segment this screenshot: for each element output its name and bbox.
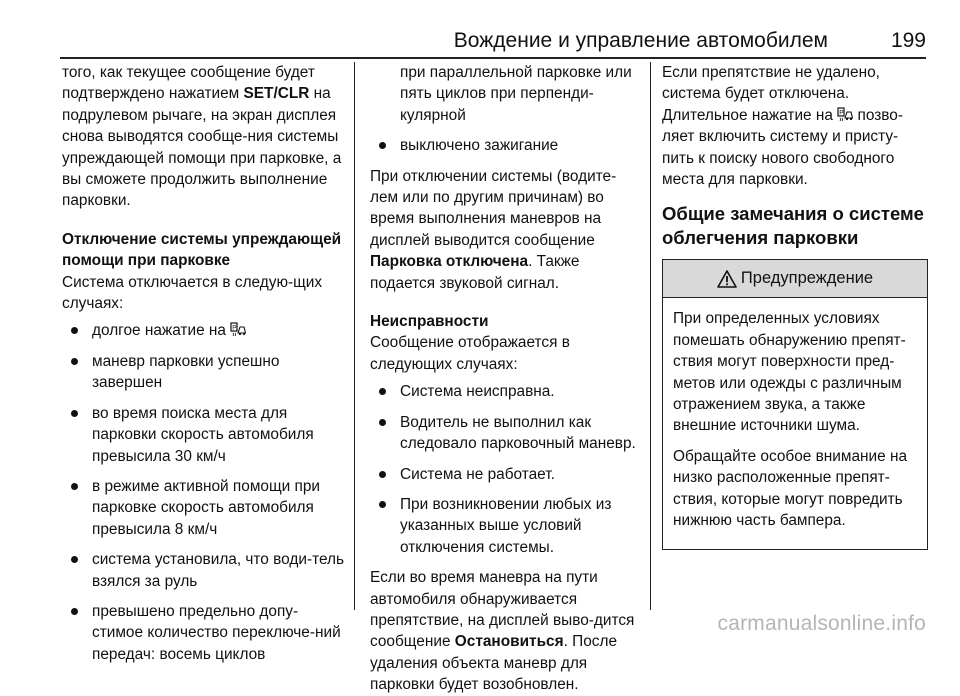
header-divider <box>60 57 926 59</box>
svg-text:P: P <box>839 109 844 117</box>
list-item <box>62 403 344 467</box>
bullet-dot <box>379 501 386 508</box>
warning-box <box>662 259 928 549</box>
intro-text: того, как текущее сообщение будет подтверждено нажатием <box>62 64 315 103</box>
list-item <box>62 320 344 341</box>
message-stop: Остановиться <box>454 633 564 651</box>
page-number: 199 <box>890 29 926 52</box>
list-item <box>62 549 344 592</box>
list-item-text: Водитель не выполнил как следовало парковочный маневр. <box>400 413 636 453</box>
list-item-text: маневр парковки успешно завершен <box>92 352 280 392</box>
list-item-text: выключено зажигание <box>400 137 559 155</box>
paragraph-text-rest: . Также подается звуковой сигнал. <box>370 253 580 292</box>
paragraph-text-rest: . После удаления объекта маневр для парковки будет возобновлен. <box>370 633 618 694</box>
list-item-text: превышено предельно допу-стимое количество переключе-ний передач: восемь циклов <box>92 602 341 663</box>
ignition-list <box>370 135 640 156</box>
svg-text:P: P <box>232 325 237 333</box>
faults-list <box>370 381 640 558</box>
column-divider-2 <box>650 62 651 610</box>
bullet-dot <box>71 327 78 334</box>
list-item <box>62 476 344 540</box>
list-item <box>370 412 640 455</box>
list-continuation: при параллельной парковке или пять циклов при перпенди-кулярной <box>400 64 632 124</box>
bullet-dot <box>379 419 386 426</box>
set-clr-label: SET/CLR <box>243 85 310 103</box>
list-item-text: Система неисправна. <box>400 383 555 401</box>
obstacle-not-removed: Если препятствие не удалено, система будет отключена. <box>662 64 880 103</box>
bullet-dot <box>379 471 386 478</box>
bullet-dot <box>379 388 386 395</box>
list-item <box>62 601 344 665</box>
list-item-text: в режиме активной помощи при парковке скорость автомобиля превысила 8 км/ч <box>92 477 320 538</box>
warning-text-2: Обращайте особое внимание на низко расположенные препят-ствия, которые могут повредить нижнюю часть бампера. <box>673 447 908 530</box>
watermark: carmanualsonline.info <box>717 612 926 635</box>
chapter-title: Вождение и управление автомобилем <box>453 29 828 52</box>
section-heading-disable: Отключение системы упреждающей помощи при парковке <box>62 230 342 270</box>
list-item <box>370 464 640 485</box>
disable-message-paragraph <box>370 166 640 294</box>
parking-assist-icon <box>837 107 853 121</box>
list-item <box>370 381 640 402</box>
list-item-text: Система не работает. <box>400 465 555 483</box>
list-item-text: во время поиска места для парковки скорость автомобиля превысила 30 км/ч <box>92 404 314 465</box>
warning-title: Предупреждение <box>740 269 874 288</box>
paragraph-text: При отключении системы (водите-лем или по другим причинам) во время выполнения маневров на дисплей выводится сообщение <box>370 167 617 249</box>
bullet-dot <box>71 483 78 490</box>
faults-lead: Сообщение отображается в следующих случаях: <box>370 334 570 373</box>
restart-paragraph <box>662 105 928 191</box>
intro-text-rest: на подрулевом рычаге, на экран дисплея снова выводятся сообще-ния системы упреждающей помощи при парковке, а вы сможете продолжить выполнение парковки. <box>62 85 342 210</box>
message-parking-off: Парковка отключена <box>370 253 529 271</box>
bullet-dot <box>71 410 78 417</box>
list-item-text: долгое нажатие на <box>92 322 226 340</box>
list-item-text: система установила, что води-тель взялся за руль <box>92 551 344 590</box>
warning-text-1: При определенных условиях помешать обнаружению препят-ствия могут поверхности пред-метов или одежды с различным отражением звука, а также внешние источники шума. <box>673 310 906 435</box>
disable-lead: Система отключается в следую-щих случаях: <box>62 273 323 313</box>
list-item <box>62 351 344 394</box>
paragraph-text-rest: позво-ляет включить систему и присту-пить к поиску нового свободного места для парковки. <box>662 106 903 189</box>
section-heading-general: Общие замечания о системе облегчения парковки <box>662 203 924 249</box>
bullet-dot <box>379 142 386 149</box>
warning-body <box>663 298 927 548</box>
list-item-text: При возникновении любых из указанных выше условий отключения системы. <box>400 495 612 556</box>
column-middle <box>370 62 640 696</box>
bullet-dot <box>71 358 78 365</box>
bullet-dot <box>71 556 78 563</box>
list-item <box>370 135 640 156</box>
warning-header <box>663 260 927 298</box>
parking-assist-icon <box>230 322 246 336</box>
list-item <box>370 494 640 558</box>
paragraph-text: Длительное нажатие на <box>662 106 833 124</box>
page-header <box>60 28 926 54</box>
section-heading-faults: Неисправности <box>370 313 489 331</box>
paragraph-text: Если во время маневра на пути автомобиля обнаруживается препятствие, на дисплей выво-дится сообщение <box>370 569 635 651</box>
obstacle-paragraph <box>370 567 640 695</box>
intro-paragraph <box>62 62 344 212</box>
column-left <box>62 62 344 674</box>
column-divider-1 <box>354 62 355 610</box>
column-right <box>662 62 928 550</box>
disable-conditions-list <box>62 320 344 665</box>
bullet-dot <box>71 608 78 615</box>
warning-triangle-icon <box>717 270 737 288</box>
